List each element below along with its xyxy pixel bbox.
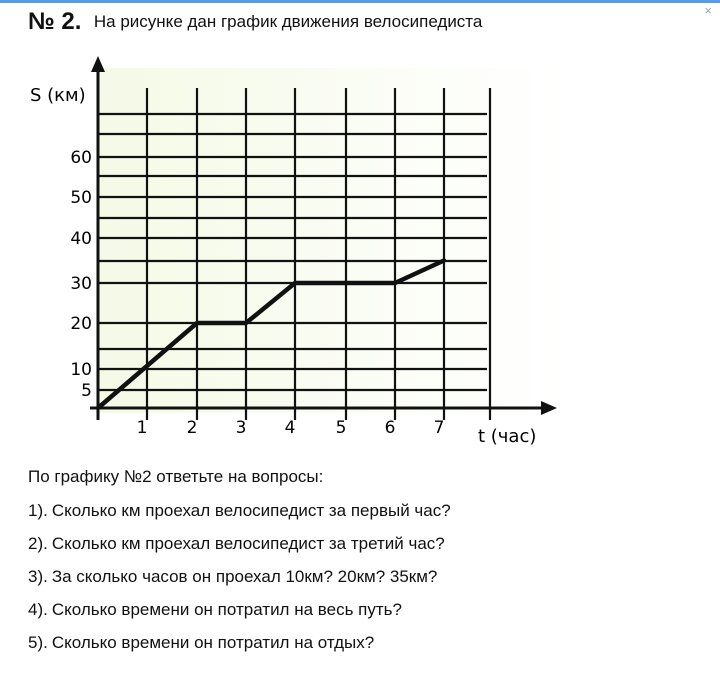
question-number: 3).: [28, 567, 48, 586]
question-item: [28, 501, 708, 521]
x-tick-label: 7: [433, 418, 445, 438]
questions-list: [28, 501, 708, 653]
question-text: Сколько времени он потратил на отдых?: [51, 633, 375, 652]
x-tick-label: 1: [136, 418, 148, 438]
y-tick-label: 50: [70, 188, 92, 208]
x-tick-label: 5: [335, 418, 347, 438]
y-tick-label: 5: [81, 381, 92, 401]
question-number: 4).: [28, 600, 48, 619]
y-tick-label: 60: [70, 148, 92, 168]
questions-block: [28, 467, 708, 666]
task-title: На рисунке дан график движения велосипедиста: [93, 12, 483, 31]
y-tick-labels: [70, 148, 92, 401]
x-tick-label: 2: [186, 418, 198, 438]
y-tick-label: 20: [70, 314, 92, 334]
question-number: 2).: [28, 534, 48, 553]
question-number: 1).: [28, 501, 48, 520]
y-axis-arrow: [91, 56, 105, 72]
question-text: Сколько км проехал велосипедист за первый час?: [51, 501, 451, 520]
question-text: За сколько часов он проехал 10км? 20км? 35км?: [51, 567, 438, 586]
y-axis-label: S (км): [30, 85, 86, 106]
question-item: [28, 633, 708, 653]
close-icon[interactable]: ×: [704, 3, 712, 18]
plot-background: [96, 68, 561, 413]
question-item: [28, 600, 708, 620]
y-tick-label: 40: [70, 229, 92, 249]
y-tick-label: 30: [70, 274, 92, 294]
task-number: № 2.: [28, 8, 82, 35]
x-tick-label: 3: [235, 418, 247, 438]
question-text: Сколько времени он потратил на весь путь?: [51, 600, 402, 619]
question-item: [28, 567, 708, 587]
questions-intro: По графику №2 ответьте на вопросы:: [28, 467, 324, 486]
y-tick-label: 10: [70, 360, 92, 380]
question-number: 5).: [28, 633, 48, 652]
x-axis-label: t (час): [478, 426, 537, 447]
question-text: Сколько км проехал велосипедист за третий час?: [51, 534, 445, 553]
x-tick-label: 6: [384, 418, 396, 438]
question-item: [28, 534, 708, 554]
x-tick-labels: [137, 418, 445, 438]
x-tick-label: 4: [284, 418, 296, 438]
